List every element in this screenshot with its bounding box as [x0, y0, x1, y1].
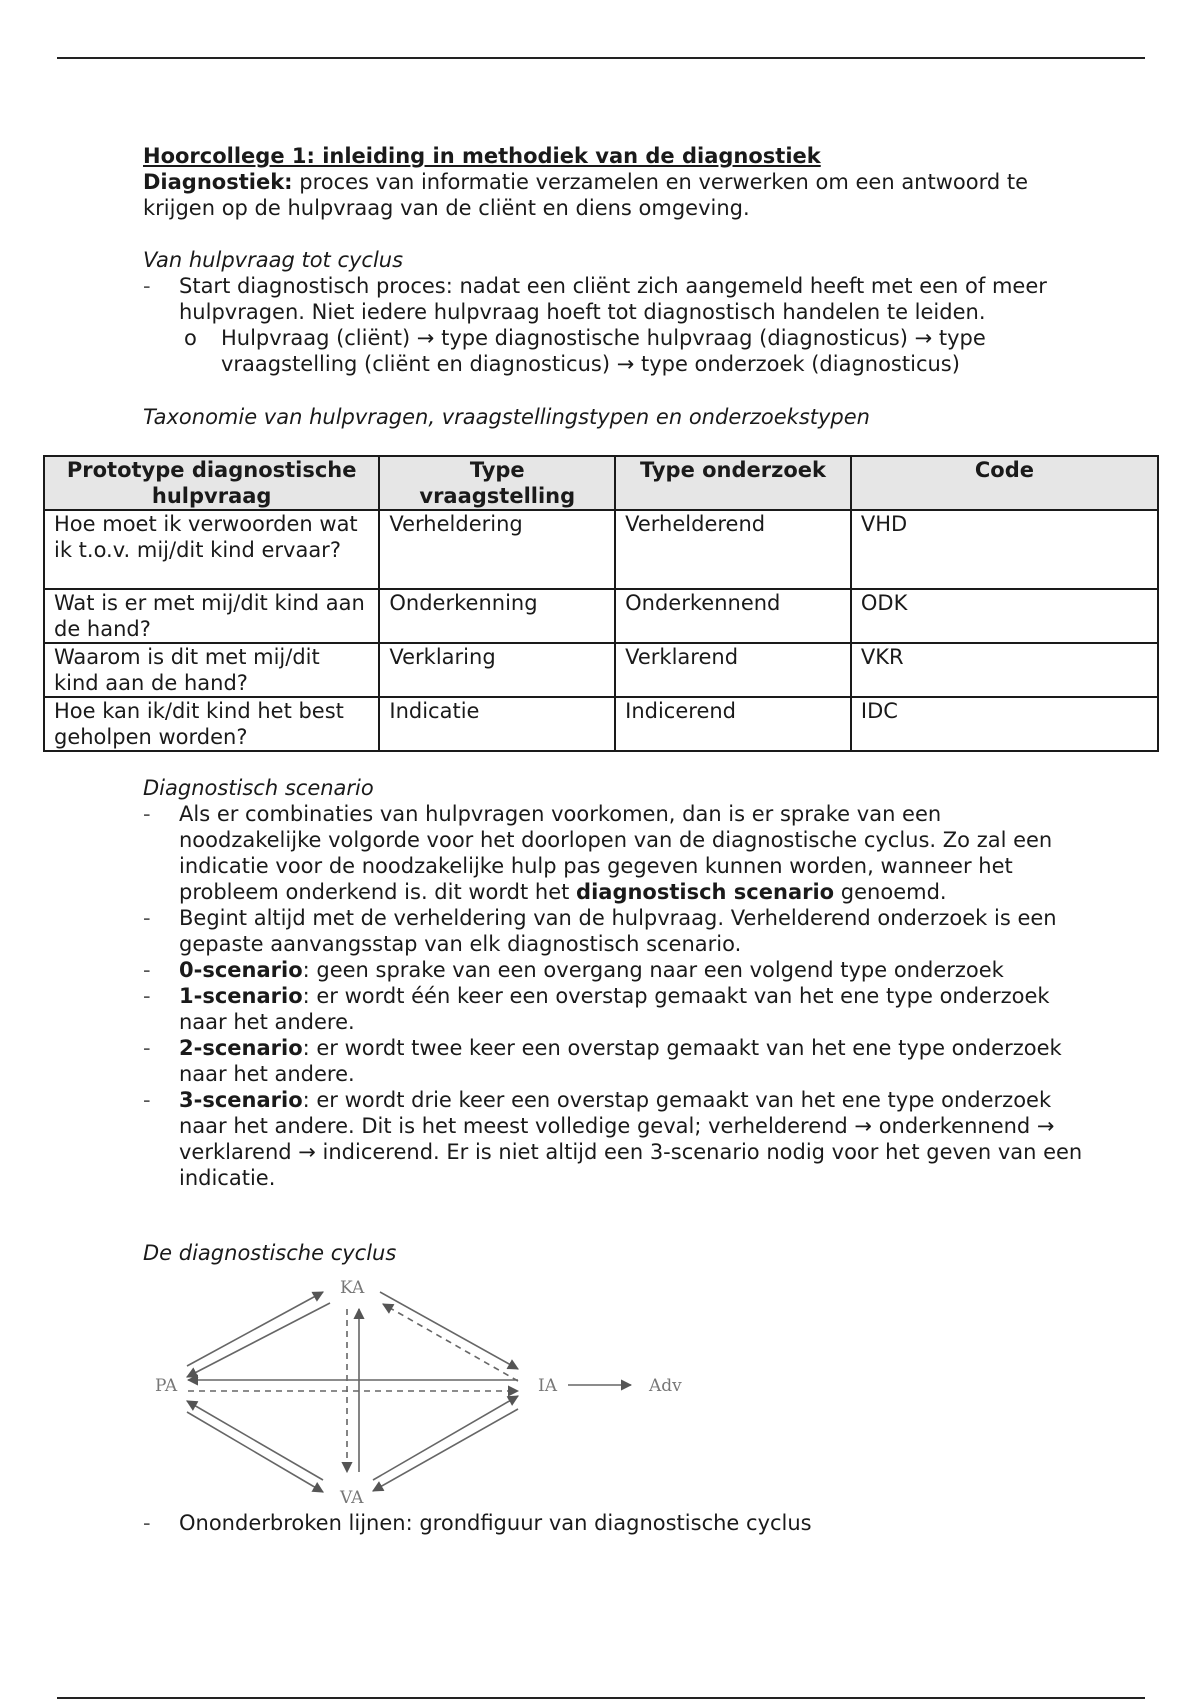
scenario-list	[143, 801, 1083, 1191]
list-item	[179, 325, 1083, 377]
bullet-text: : er wordt één keer een overstap gemaakt van het ene type onderzoek naar het andere.	[179, 984, 1050, 1034]
table-row	[44, 697, 1158, 751]
cyclus-list	[143, 273, 1083, 377]
table-row	[44, 589, 1158, 643]
cycle-section	[143, 1240, 1083, 1266]
arrow-ka-ia	[380, 1292, 518, 1369]
section-title-cyclus: Van hulpvraag tot cyclus	[143, 248, 404, 272]
list-item	[143, 905, 1083, 957]
table-header-row	[44, 456, 1158, 510]
cycle-diagram-svg	[143, 1267, 703, 1507]
bullet-bold: 0-scenario	[179, 958, 303, 982]
definition-text: proces van informatie verzamelen en verwerken om een antwoord te krijgen op de hulpvraag van de cliënt en diens omgeving.	[143, 170, 1029, 220]
circle-bullet-icon: o	[184, 326, 197, 350]
list-item	[143, 1510, 1083, 1536]
arrow-ia-va	[373, 1409, 518, 1491]
table-cell: Wat is er met mij/dit kind aan de hand?	[44, 589, 379, 643]
cycle-notes-list	[143, 1510, 1083, 1536]
table-cell: VHD	[851, 510, 1158, 589]
header-code: Code	[851, 456, 1158, 510]
bullet-text: : er wordt twee keer een overstap gemaakt van het ene type onderzoek naar het andere.	[179, 1036, 1062, 1086]
table-cell: Verklaring	[379, 643, 615, 697]
table-cell: Verhelderend	[615, 510, 851, 589]
arrow-pa-va	[187, 1412, 323, 1492]
bullet-bold: diagnostisch scenario	[576, 880, 835, 904]
definition-paragraph	[143, 169, 1083, 221]
bullet-text: : er wordt drie keer een overstap gemaakt van het ene type onderzoek naar het andere. Dit is het meest volledige geval; verhelderend → onderkennend → verklarend → indicerend. Er is niet altijd een 3-scenario nodig voor het geven van een indicatie.	[179, 1088, 1083, 1190]
arrow-pa-ka	[187, 1292, 323, 1366]
bullet-text: Ononderbroken lijnen: grondfiguur van diagnostische cyclus	[179, 1511, 812, 1535]
list-item	[143, 801, 1083, 905]
list-item	[143, 983, 1083, 1035]
table-cell: VKR	[851, 643, 1158, 697]
table-caption: Taxonomie van hulpvragen, vraagstellingstypen en onderzoekstypen	[143, 405, 870, 429]
node-ia: IA	[538, 1376, 557, 1396]
bullet-text: Als er combinaties van hulpvragen voorkomen, dan is er sprake van een noodzakelijke volgorde voor het doorlopen van de diagnostische cyclus. Zo zal een indicatie voor de noodzakelijke hulp pas gegeven kunnen worden, wanneer het probleem onderkend is. dit wordt het	[179, 802, 1053, 904]
header-onderzoek: Type onderzoek	[615, 456, 851, 510]
list-item	[143, 1035, 1083, 1087]
top-rule	[57, 57, 1145, 59]
page-title: Hoorcollege 1: inleiding in methodiek van de diagnostiek	[143, 144, 821, 168]
table-cell: Indicatie	[379, 697, 615, 751]
table-cell: Onderkenning	[379, 589, 615, 643]
list-item	[143, 1087, 1083, 1191]
bullet-text: Start diagnostisch proces: nadat een cliënt zich aangemeld heeft met een of meer hulpvragen. Niet iedere hulpvraag hoeft tot diagnostisch handelen te leiden.	[179, 274, 1047, 324]
node-va: VA	[340, 1488, 364, 1507]
list-item	[143, 273, 1083, 377]
node-ka: KA	[340, 1278, 365, 1298]
header-prototype: Prototype diagnostische hulpvraag	[44, 456, 379, 510]
sub-list	[179, 325, 1083, 377]
subbullet-text: Hulpvraag (cliënt) → type diagnostische hulpvraag (diagnosticus) → type vraagstelling (cliënt en diagnosticus) → type onderzoek (diagnosticus)	[221, 326, 986, 376]
arrow-va-ia	[373, 1396, 518, 1480]
table-cell: Onderkennend	[615, 589, 851, 643]
table-cell: IDC	[851, 697, 1158, 751]
intro-section	[143, 143, 1083, 430]
arrow-ia-ka	[383, 1304, 518, 1381]
table-cell: Indicerend	[615, 697, 851, 751]
definition-term: Diagnostiek:	[143, 170, 293, 194]
table-cell: Waarom is dit met mij/dit kind aan de hand?	[44, 643, 379, 697]
table-cell: Verklarend	[615, 643, 851, 697]
table-cell: Verheldering	[379, 510, 615, 589]
bullet-text: genoemd.	[834, 880, 947, 904]
scenario-section	[143, 775, 1083, 1191]
table-cell: Hoe kan ik/dit kind het best geholpen worden?	[44, 697, 379, 751]
table-cell: Hoe moet ik verwoorden wat ik t.o.v. mij/dit kind ervaar?	[44, 510, 379, 589]
table-row	[44, 510, 1158, 589]
section-title-scenario: Diagnostisch scenario	[143, 776, 374, 800]
list-item	[143, 957, 1083, 983]
table-cell: ODK	[851, 589, 1158, 643]
bullet-text: : geen sprake van een overgang naar een volgend type onderzoek	[302, 958, 1004, 982]
bullet-text: Begint altijd met de verheldering van de hulpvraag. Verhelderend onderzoek is een gepaste aanvangsstap van elk diagnostisch scenario.	[179, 906, 1057, 956]
section-title-cycle: De diagnostische cyclus	[143, 1241, 397, 1265]
arrow-ka-pa	[187, 1303, 330, 1377]
node-pa: PA	[155, 1376, 178, 1396]
bullet-bold: 1-scenario	[179, 984, 303, 1008]
bullet-bold: 3-scenario	[179, 1088, 303, 1112]
bottom-rule	[57, 1697, 1145, 1699]
node-adv: Adv	[649, 1376, 682, 1396]
diagnostic-cycle-diagram	[143, 1267, 703, 1507]
arrow-va-pa	[187, 1401, 323, 1480]
cycle-notes	[143, 1510, 1083, 1536]
table-row	[44, 643, 1158, 697]
header-vraagstelling: Type vraagstelling	[379, 456, 615, 510]
bullet-bold: 2-scenario	[179, 1036, 303, 1060]
taxonomy-table	[43, 455, 1159, 752]
